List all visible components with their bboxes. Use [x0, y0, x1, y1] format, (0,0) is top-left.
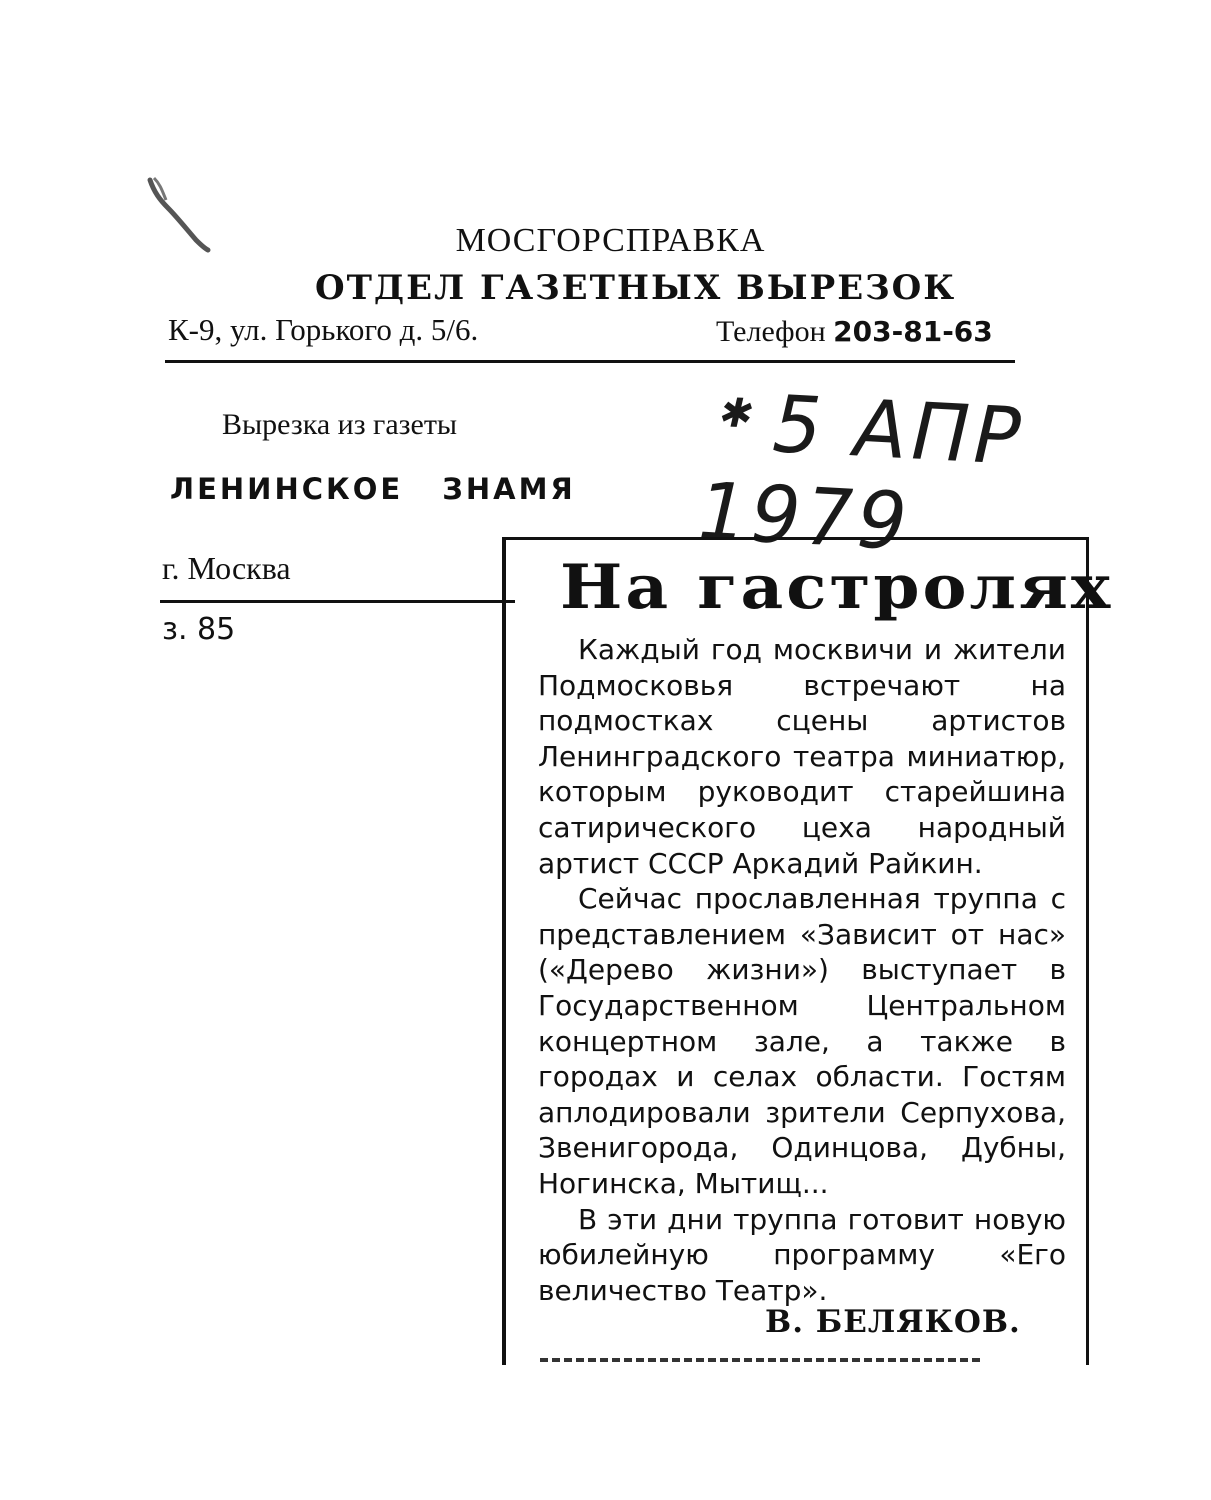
article-body: [538, 632, 1066, 1308]
agency-name: МОСГОРСПРАВКА: [455, 222, 766, 259]
header-divider: [165, 360, 1015, 363]
city: г. Москва: [162, 550, 291, 586]
department-name: ОТДЕЛ ГАЗЕТНЫХ ВЫРЕЗОК: [315, 268, 957, 308]
phone-number: 203-81-63: [833, 315, 993, 348]
phone: [716, 315, 993, 349]
article-paragraph: Сейчас прославленная труппа с представлением «Зависит от нас» («Дерево жизни») выступает в Государственном Центральном концертном зале, а также в городах и селах области. Гостям аплодировали зрители Серпухова, Звенигорода, Одинцова, Дубны, Ногинска, Мытищ...: [538, 882, 1066, 1200]
bottom-dashed-rule: [540, 1358, 980, 1362]
newspaper-name: ЛЕНИНСКОЕ ЗНАМЯ: [170, 472, 576, 506]
date-stamp-text: 5 АПР 1979: [687, 379, 1034, 568]
article-paragraph: В эти дни труппа готовит новую юбилейную программу «Его величество Театр».: [538, 1202, 1066, 1307]
article-paragraph: Каждый год москвичи и жители Подмосковья встречают на подмостках сцены артистов Ленинградского театра миниатюр, которым руководит старейшина сатирического цеха народный артист СССР Аркадий Райкин.: [538, 633, 1066, 880]
article-byline: В. БЕЛЯКОВ.: [765, 1304, 1021, 1340]
cut-from-label: Вырезка из газеты: [222, 408, 458, 441]
star-icon: ✱: [714, 389, 763, 438]
issue-number: з. 85: [162, 612, 236, 647]
address: К-9, ул. Горького д. 5/6.: [168, 312, 479, 347]
city-divider: [160, 600, 515, 603]
article-headline: На гастролях: [560, 551, 1114, 623]
phone-label: Телефон: [716, 315, 826, 348]
